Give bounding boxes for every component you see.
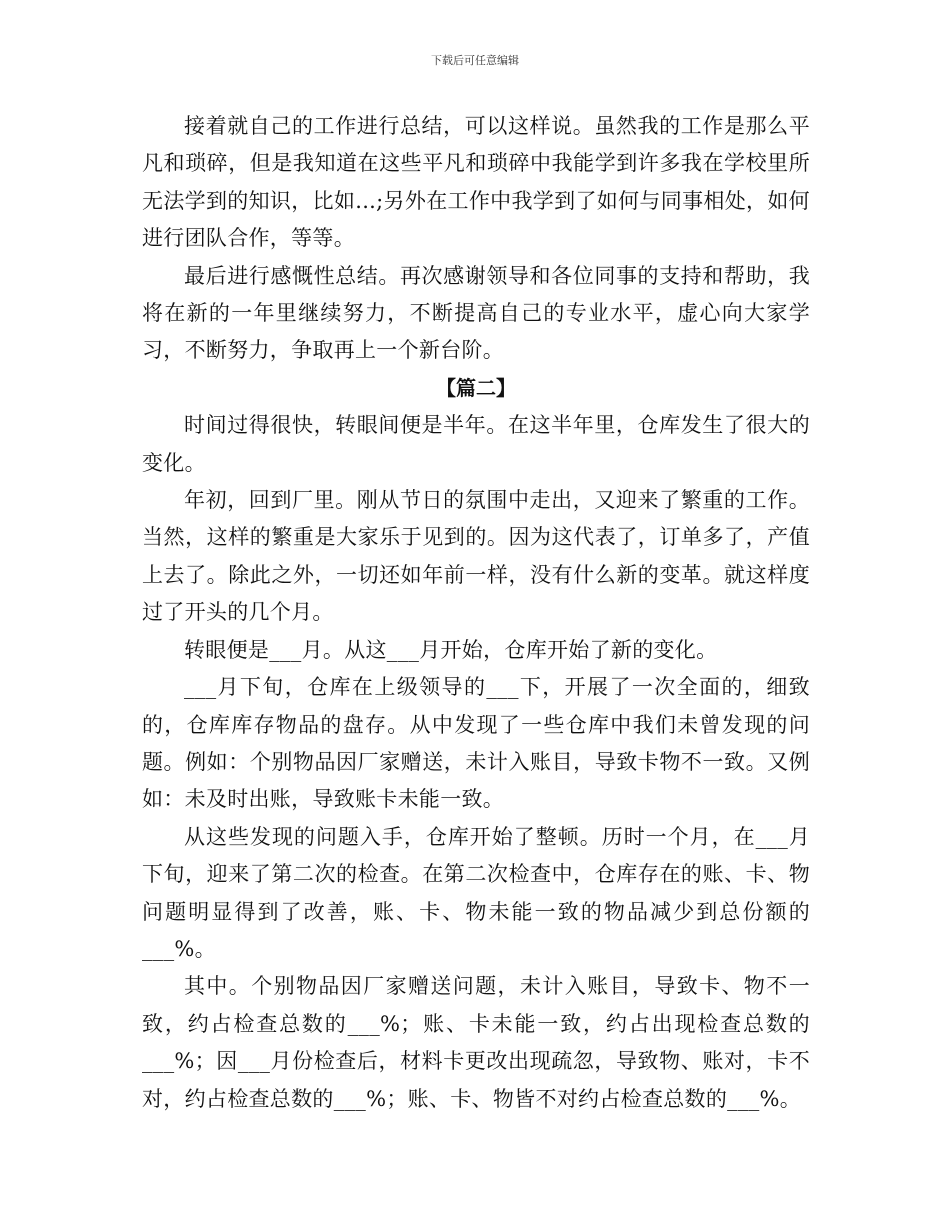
paragraph-closing-summary: 最后进行感慨性总结。再次感谢领导和各位同事的支持和帮助，我将在新的一年里继续努力，不断提高自己的专业水平，虚心向大家学习，不断努力，争取再上一个新台阶。 [142, 263, 810, 363]
section-title: 【篇二】 [436, 375, 516, 400]
paragraph: 从这些发现的问题入手，仓库开始了整顿。历时一个月，在___月下旬，迎来了第二次的检查。在第二次检查中，仓库存在的账、卡、物问题明显得到了改善，账、卡、物未能一致的物品减少到总份额的___%。 [142, 824, 810, 961]
paragraph: 转眼便是___月。从这___月开始，仓库开始了新的变化。 [184, 637, 718, 662]
paragraph: ___月下旬，仓库在上级领导的___下，开展了一次全面的，细致的，仓库库存物品的盘存。从中发现了一些仓库中我们未曾发现的问题。例如：个别物品因厂家赠送，未计入账目，导致卡物不一致。又例如：未及时出账，导致账卡未能一致。 [142, 675, 810, 812]
paragraph-summary-work: 接着就自己的工作进行总结，可以这样说。虽然我的工作是那么平凡和琐碎，但是我知道在这些平凡和琐碎中我能学到许多我在学校里所无法学到的知识，比如...;另外在工作中我学到了如何与同事相处，如何进行团队合作，等等。 [142, 114, 810, 251]
document-body [142, 108, 810, 1118]
paragraph: 其中。个别物品因厂家赠送问题，未计入账目，导致卡、物不一致，约占检查总数的___%；账、卡未能一致，约占出现检查总数的___%；因___月份检查后，材料卡更改出现疏忽，导致物、账对，卡不对，约占检查总数的___%；账、卡、物皆不对约占检查总数的___%。 [142, 974, 810, 1111]
paragraph: 时间过得很快，转眼间便是半年。在这半年里，仓库发生了很大的变化。 [142, 413, 810, 475]
paragraph: 年初，回到厂里。刚从节日的氛围中走出，又迎来了繁重的工作。当然，这样的繁重是大家乐于见到的。因为这代表了，订单多了，产值上去了。除此之外，一切还如年前一样，没有什么新的变革。就这样度过了开头的几个月。 [142, 488, 810, 625]
page-header: 下载后可任意编辑 [431, 54, 519, 67]
